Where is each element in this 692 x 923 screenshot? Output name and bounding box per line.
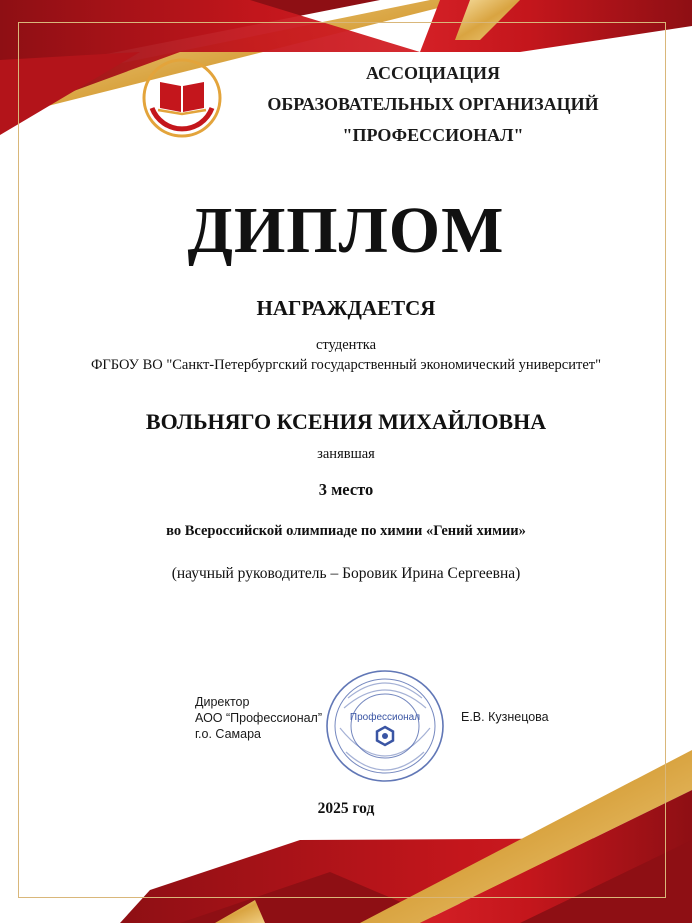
signatory-role bbox=[195, 694, 322, 742]
contest-name: во Всероссийской олимпиаде по химии «Гений химии» bbox=[166, 523, 526, 539]
role-line-3: г.о. Самара bbox=[195, 727, 261, 741]
diploma-title: ДИПЛОМ bbox=[187, 194, 505, 267]
awarded-heading: НАГРАЖДАЕТСЯ bbox=[256, 296, 436, 320]
org-line-2: ОБРАЗОВАТЕЛЬНЫХ ОРГАНИЗАЦИЙ bbox=[267, 94, 599, 114]
org-line-1: АССОЦИАЦИЯ bbox=[365, 63, 501, 83]
open-book-logo-icon bbox=[140, 56, 224, 140]
role-line-1: Директор bbox=[195, 695, 250, 709]
organization-name bbox=[228, 58, 638, 151]
signer-name: Е.В. Кузнецова bbox=[461, 710, 549, 724]
place-result: 3 место bbox=[318, 480, 374, 499]
recipient-name: ВОЛЬНЯГО КСЕНИЯ МИХАЙЛОВНА bbox=[145, 409, 547, 434]
student-status: студентка bbox=[315, 337, 377, 353]
stamp-center-text: Профессионал bbox=[349, 712, 421, 723]
year: 2025 год bbox=[317, 800, 375, 817]
hexagon-stamp-icon bbox=[377, 727, 393, 745]
round-seal-stamp bbox=[324, 668, 446, 784]
role-line-2: АОО “Профессионал” bbox=[195, 711, 323, 725]
supervisor-line: (научный руководитель – Боровик Ирина Сергеевна) bbox=[171, 565, 521, 582]
institution-name: ФГБОУ ВО "Санкт-Петербургский государственный экономический университет" bbox=[90, 357, 602, 373]
took-label: занявшая bbox=[317, 446, 375, 462]
org-line-3: "ПРОФЕССИОНАЛ" bbox=[342, 125, 524, 145]
